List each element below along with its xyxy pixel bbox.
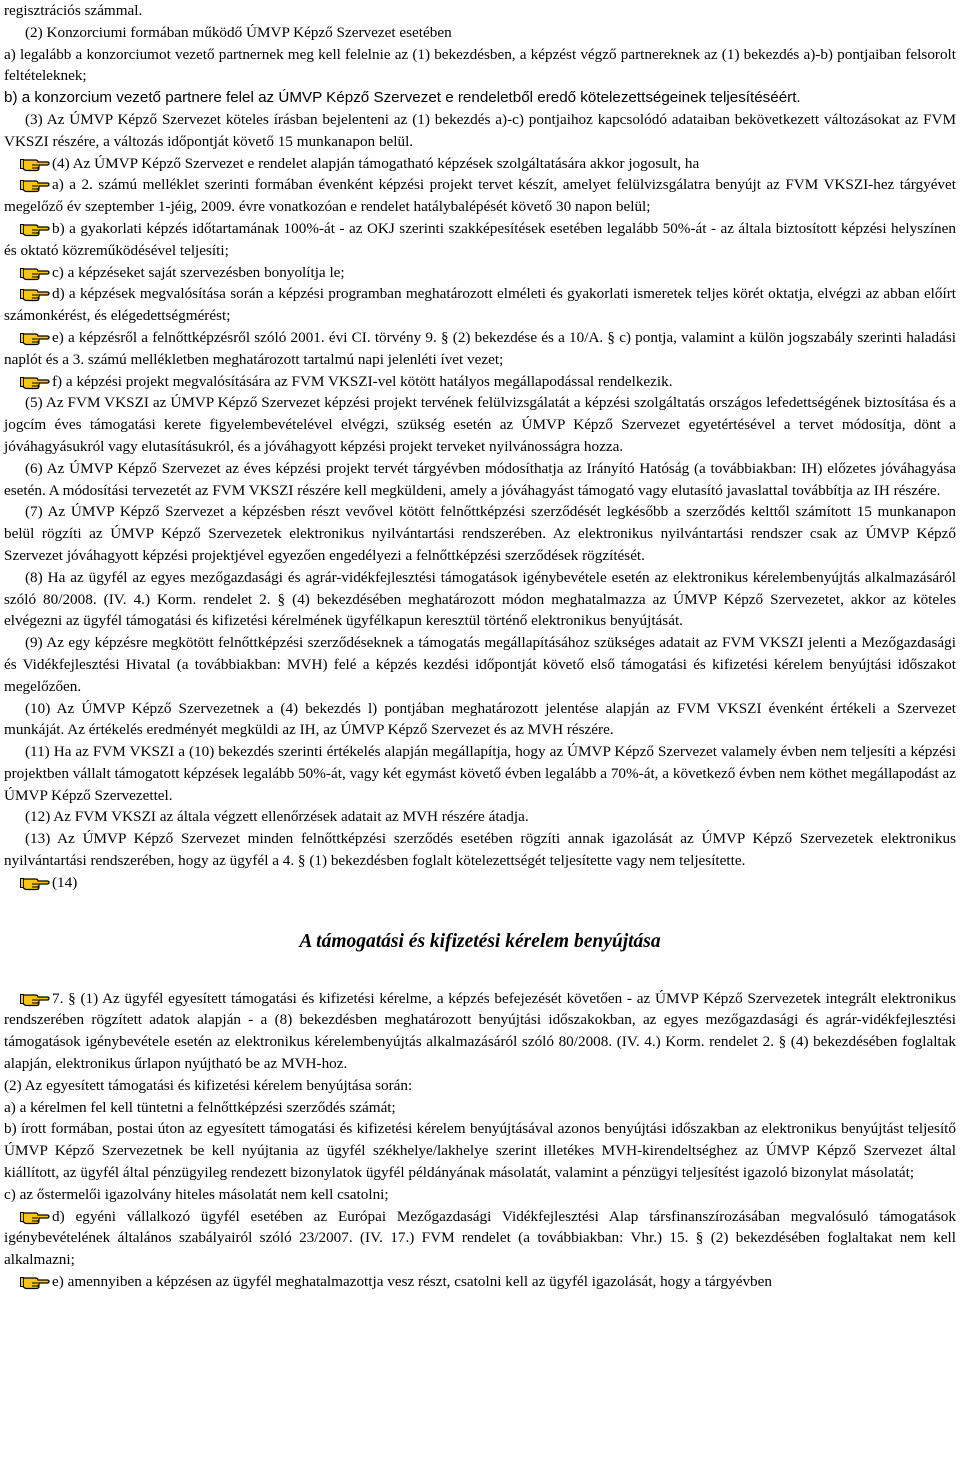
pointing-hand-icon[interactable] xyxy=(20,328,50,346)
paragraph: (6) Az ÚMVP Képző Szervezet az éves képzési projekt tervét tárgyévben módosíthatja az Irányító Hatóság (a továbbiakban: IH) előzetes jóváhagyása esetén. A módosítási tervezetét az FVM VKSZI részére kell megküldeni, amely a jóváhagyást támogató vagy elutasító javaslattal továbbítja az IH részére. xyxy=(4,459,956,499)
pointing-hand-icon[interactable] xyxy=(20,263,50,281)
pointing-hand-icon[interactable] xyxy=(20,1207,50,1225)
paragraph-with-icon xyxy=(4,327,956,371)
pointing-hand-icon[interactable] xyxy=(20,175,50,193)
paragraph-text: b) a gyakorlati képzés időtartamának 100%-át - az OKJ szerinti szakképesítések esetében legalább 50%-át - az általa biztosított képzési helyszínen és oktató közreműködésével teljesíti; xyxy=(4,219,956,259)
paragraph-with-icon xyxy=(4,174,956,218)
paragraph-with-icon xyxy=(4,1206,956,1271)
paragraph: (2) Konzorciumi formában működő ÚMVP Képző Szervezet esetében xyxy=(25,23,452,41)
paragraph-text: d) egyéni vállalkozó ügyfél esetében az Európai Mezőgazdasági Vidékfejlesztési Alap társfinanszírozásában megvalósuló támogatások igénybevételének általános szabályairól szóló 23/2007. (IV. 17.) FVM rendelet (a továbbiakban: Vhr.) 15. § (2) bekezdésében foglaltakat nem kell alkalmazni; xyxy=(4,1207,956,1269)
paragraph-text: f) a képzési projekt megvalósítására az FVM VKSZI-vel kötött hatályos megállapodással rendelkezik. xyxy=(52,372,673,390)
paragraph-with-icon xyxy=(4,262,956,284)
paragraph-text: e) a képzésről a felnőttképzésről szóló 2001. évi CI. törvény 9. § (2) bekezdése és a 10/A. § c) pontja, valamint a külön jogszabály szerinti haladási naplót és a 3. számú mellékletben meghatározott tartalmú napi jelenléti ívet vezet; xyxy=(4,328,956,368)
paragraph-text: c) a képzéseket saját szervezésben bonyolítja le; xyxy=(52,263,345,281)
paragraph-text: (14) xyxy=(52,873,78,891)
paragraph-with-icon xyxy=(4,872,956,894)
paragraph: (10) Az ÚMVP Képző Szervezetnek a (4) bekezdés l) pontjában meghatározott jelentése alapján az FVM VKSZI évenként értékeli a Szervezet munkáját. Az értékelés eredményét megküldi az IH, az ÚMVP Képző Szervezet és az MVH részére. xyxy=(4,699,956,739)
paragraph-text: e) amennyiben a képzésen az ügyfél meghatalmazottja vesz részt, csatolni kell az ügyfél igazolását, hogy a tárgyévben xyxy=(52,1273,772,1291)
pointing-hand-icon[interactable] xyxy=(20,219,50,237)
pointing-hand-icon[interactable] xyxy=(20,372,50,390)
paragraph-text: a) a 2. számú melléklet szerinti formában évenként képzési projekt tervet készít, amelyet felülvizsgálatra benyújt az FVM VKSZI-hez tárgyévet megelőző év szeptember 1-jéig, 2009. évre vonatkozóan e rendelet hatálybalépését követő 30 napon belül; xyxy=(4,176,956,216)
paragraph: a) a kérelmen fel kell tüntetni a felnőttképzési szerződés számát; xyxy=(4,1098,396,1116)
paragraph: (2) Az egyesített támogatási és kifizetési kérelem benyújtása során: xyxy=(4,1076,413,1094)
paragraph: (8) Ha az ügyfél az egyes mezőgazdasági és agrár-vidékfejlesztési támogatások igénybevétele esetén az elektronikus kérelembenyújtás alkalmazásáról szóló 80/2008. (IV. 4.) Korm. rendelet 2. § (4) bekezdésében meghatározott módon meghatalmazza az ÚMVP Képző Szervezetet, akkor az köteles elvégezni az ügyfél támogatási és kifizetési kérelmének ügyfélkapun keresztül történő elektronikus benyújtását. xyxy=(4,568,956,630)
document-page xyxy=(4,0,956,1293)
paragraph: (11) Ha az FVM VKSZI a (10) bekezdés szerinti értékelés alapján megállapítja, hogy az ÚMVP Képző Szervezet valamely évben nem teljesíti a képzési projektben vállalt támogatott képzések legalább 50%-át, vagy két egymást követő évben legalább a 70%-át, a következő évben nem köthet megállapodást az ÚMVP Képző Szervezettel. xyxy=(4,743,956,804)
paragraph: (12) Az FVM VKSZI az általa végzett ellenőrzések adatait az MVH részére átadja. xyxy=(25,808,529,826)
paragraph: regisztrációs számmal. xyxy=(4,2,143,19)
paragraph-text: 7. § (1) Az ügyfél egyesített támogatási és kifizetési kérelme, a képzés befejezését követően - az ÚMVP Képző Szervezetek integrált elektronikus rendszerében rögzített adatok alapján - a (8) bekezdésben meghatározott benyújtási időszakokban, az egyes mezőgazdasági és agrár-vidékfejlesztési támogatások igénybevétele esetén az elektronikus kérelembenyújtás alkalmazásáról szóló 80/2008. (IV. 4.) Korm. rendelet 2. § (4) bekezdésében foglaltak alapján, elektronikus űrlapon nyújtható be az MVH-hoz. xyxy=(4,989,956,1073)
paragraph-with-icon xyxy=(4,153,956,175)
pointing-hand-icon[interactable] xyxy=(20,284,50,302)
paragraph: b) a konzorcium vezető partnere felel az ÚMVP Képző Szervezet e rendeletből eredő kötelezettségeinek teljesítéséért. xyxy=(4,89,801,107)
section-heading: A támogatási és kifizetési kérelem benyújtása xyxy=(299,930,661,952)
paragraph-with-icon xyxy=(4,218,956,262)
paragraph: a) legalább a konzorciumot vezető partnernek meg kell felelnie az (1) bekezdésben, a képzést végző partnereknek az (1) bekezdés a)-b) pontjaiban felsorolt feltételeknek; xyxy=(4,45,956,85)
pointing-hand-icon[interactable] xyxy=(20,873,50,891)
paragraph: (3) Az ÚMVP Képző Szervezet köteles írásban bejelenteni az (1) bekezdés a)-c) pontjaihoz kapcsolódó adataiban bekövetkezett változásokat az FVM VKSZI részére, a változás időpontját követő 15 munkanapon belül. xyxy=(4,110,956,150)
paragraph-with-icon xyxy=(4,371,956,393)
paragraph-text: (4) Az ÚMVP Képző Szervezet e rendelet alapján támogatható képzések szolgáltatására akkor jogosult, ha xyxy=(52,154,700,172)
pointing-hand-icon[interactable] xyxy=(20,989,50,1007)
paragraph: c) az őstermelői igazolvány hiteles másolatát nem kell csatolni; xyxy=(4,1185,389,1203)
paragraph: (7) Az ÚMVP Képző Szervezet a képzésben részt vevővel kötött felnőttképzési szerződését legkésőbb a szerződés kelttől számított 15 munkanapon belül rögzíti az ÚMVP Képző Szervezetek elektronikus nyilvántartási rendszerében. Az elektronikus nyilvántartási rendszer csak az ÚMVP Képző Szervezet jóváhagyott képzési projektjével egyezően engedélyezi a felnőttképzési szerződések rögzítését. xyxy=(4,503,956,564)
paragraph-with-icon xyxy=(4,283,956,327)
pointing-hand-icon[interactable] xyxy=(20,1272,50,1290)
paragraph-with-icon xyxy=(4,1271,956,1293)
paragraph-text: d) a képzések megvalósítása során a képzési programban meghatározott elméleti és gyakorlati ismeretek teljes körét oktatja, elvégzi az abban előírt számonkérést, és elégedettségmérést; xyxy=(4,285,956,325)
paragraph: b) írott formában, postai úton az egyesített támogatási és kifizetési kérelem benyújtásával azonos benyújtási időszakban az elektronikus benyújtást teljesítő ÚMVP Képző Szervezetnek be kell nyújtania az ügyfél székhelye/lakhelye szerint illetékes MVH-kirendeltséghez az ÚMVP Képző Szervezet által kiállított, az ügyfél által pénzügyileg rendezett bizonylatok ügyfél példányának másolatát, valamint a pénzügyi teljesítést igazoló bizonylat másolatát; xyxy=(4,1120,956,1182)
pointing-hand-icon[interactable] xyxy=(20,154,50,172)
paragraph: (9) Az egy képzésre megkötött felnőttképzési szerződéseknek a támogatás megállapításához szükséges adatait az FVM VKSZI jelenti a Mezőgazdasági és Vidékfejlesztési Hivatal (a továbbiakban: MVH) felé a képzés kezdési időpontját követő első támogatási és kifizetési kérelem benyújtási időszakot megelőzően. xyxy=(4,634,956,695)
paragraph: (13) Az ÚMVP Képző Szervezet minden felnőttképzési szerződés esetében rögzíti annak igazolását az ÚMVP Képző Szervezetek elektronikus nyilvántartási rendszerében, hogy az ügyfél a 4. § (1) bekezdésben foglalt kötelezettségét teljesítette vagy nem teljesítette. xyxy=(4,830,956,870)
paragraph: (5) Az FVM VKSZI az ÚMVP Képző Szervezet képzési projekt tervének felülvizsgálatát a képzési szolgáltatás országos lefedettségének biztosítása és a jogcím éves támogatási kerete figyelembevételével elvégzi, szükség esetén az ÚMVP Képző Szervezet egyetértésével a tervet módosítja, dönt a jóváhagyásukról vagy elutasításukról, és a jóváhagyott képzési projekt terveket nyilvánosságra hozza. xyxy=(4,394,956,455)
paragraph-with-icon xyxy=(4,988,956,1075)
